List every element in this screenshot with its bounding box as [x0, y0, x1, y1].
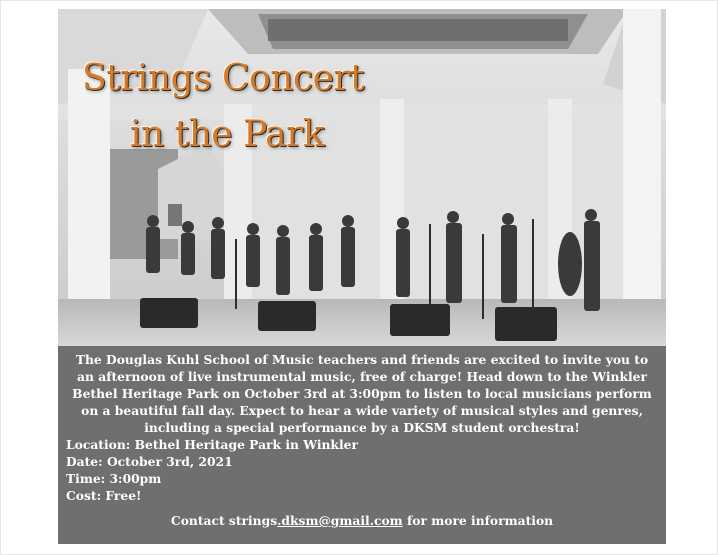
concert-photo	[58, 9, 666, 346]
cost-text: Cost: Free!	[66, 488, 142, 503]
date-text: Date: October 3rd, 2021	[66, 454, 233, 469]
contact-prefix: Contact strings	[170, 513, 278, 528]
contact-email-link[interactable]: .dksm@gmail.com	[277, 513, 403, 528]
event-details	[58, 436, 666, 504]
event-info-panel	[58, 346, 666, 544]
time-text: Time: 3:00pm	[66, 471, 162, 486]
poster-title-line-1: Strings Concert	[82, 58, 365, 99]
location-text: Location: Bethel Heritage Park in Winkler	[66, 437, 358, 452]
contact-line	[58, 512, 666, 529]
event-description: The Douglas Kuhl School of Music teachers and friends are excited to invite you to an afternoon of live instrumental music, free of charge! Head down to the Winkler Bethel Heritage Park on October 3rd at 3:00pm to listen to local musicians perform on a beautiful fall day. Expect to hear a wide variety of musical styles and genres, including a special performance by a DKSM student orchestra!	[72, 352, 652, 435]
contact-suffix: for more information	[402, 513, 554, 528]
poster-title-line-2: in the Park	[130, 114, 325, 155]
